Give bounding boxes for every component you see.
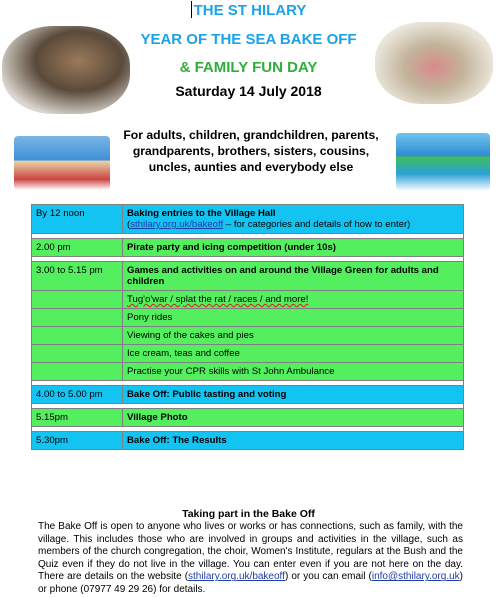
table-row <box>32 309 464 327</box>
schedule-time: 3.00 to 5.15 pm <box>32 262 123 291</box>
table-row <box>32 432 464 450</box>
table-row <box>32 291 464 309</box>
schedule-time: By 12 noon <box>32 205 123 234</box>
table-row <box>32 386 464 404</box>
audience-description: For adults, children, grandchildren, parents, grandparents, brothers, sisters, cousins, uncles, aunties and everybody else <box>123 128 379 174</box>
table-row <box>32 205 464 234</box>
schedule-table <box>31 204 464 450</box>
website-link[interactable]: sthilary.org.uk/bakeoff <box>188 571 285 583</box>
table-row <box>32 409 464 427</box>
table-row <box>32 327 464 345</box>
bakeoff-link[interactable]: sthilary.org.uk/bakeoff <box>130 219 224 230</box>
event-date: Saturday 14 July 2018 <box>175 83 322 99</box>
beach-cake-image <box>396 133 490 191</box>
section-heading: Taking part in the Bake Off <box>182 508 315 520</box>
info-paragraph: The Bake Off is open to anyone who lives or works or has connections, such as family, with the village. This includes those who are involved in groups and activities in the village, such as members of the church congregation, the choir, Women's Institute, regulars at the Bush and the Quiz even if they do not live in the village. You can enter even if you are not here on the day. There are details on the website (sthilary.org.uk/bakeoff) or you can email (info@sthilary.org.uk) or phone (07977 49 29 26) for details. <box>38 521 463 595</box>
schedule-event-title: Village Photo <box>123 409 464 427</box>
email-link[interactable]: info@sthilary.org.uk <box>371 571 460 583</box>
activity-item: Ice cream, teas and coffee <box>123 345 464 363</box>
schedule-time: 2.00 pm <box>32 239 123 257</box>
event-title: YEAR OF THE SEA BAKE OFF <box>140 31 357 48</box>
table-row <box>32 262 464 291</box>
schedule-event-title: Bake Off: The Results <box>123 432 464 450</box>
activity-item: Pony rides <box>123 309 464 327</box>
pirate-cake-image <box>14 136 110 190</box>
schedule-event <box>123 205 464 234</box>
activity-item: Practise your CPR skills with St John Ambulance <box>123 363 464 381</box>
event-subtitle: & FAMILY FUN DAY <box>179 59 318 76</box>
schedule-event-title: Baking entries to the Village Hall <box>127 208 276 219</box>
table-row <box>32 239 464 257</box>
schedule-event-title: Pirate party and icing competition (under 10s) <box>123 239 464 257</box>
schedule-time: 5.15pm <box>32 409 123 427</box>
schedule-time: 5.30pm <box>32 432 123 450</box>
schedule-event-note: (sthilary.org.uk/bakeoff – for categories and details of how to enter) <box>127 219 411 230</box>
text-cursor <box>191 1 192 18</box>
page-title: THE ST HILARY <box>0 1 497 19</box>
table-row <box>32 345 464 363</box>
schedule-time: 4.00 to 5.00 pm <box>32 386 123 404</box>
schedule-event-title: Games and activities on and around the Village Green for adults and children <box>123 262 464 291</box>
table-row <box>32 363 464 381</box>
cakes-photo <box>375 22 493 104</box>
activity-item: Tug'o'war / splat the rat / races / and more! <box>123 291 464 309</box>
audience-photo <box>2 26 130 114</box>
schedule-event-title: Bake Off: Public tasting and voting <box>123 386 464 404</box>
activity-item: Viewing of the cakes and pies <box>123 327 464 345</box>
